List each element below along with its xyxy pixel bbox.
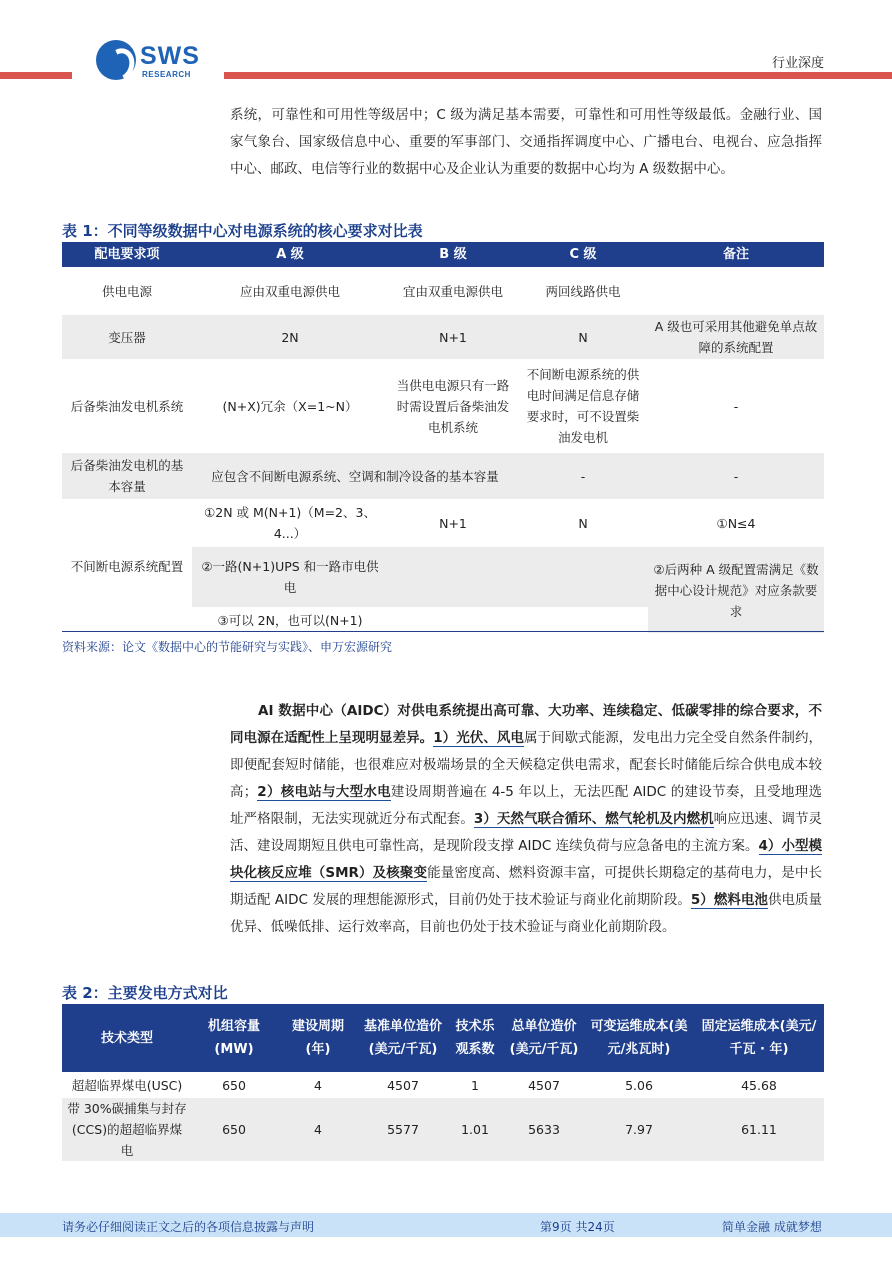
para2-key-2: 2）核电站与大型水电	[257, 784, 391, 800]
table-cell: N	[578, 515, 588, 531]
table-cell: N	[578, 329, 588, 345]
table-cell: 650	[222, 1077, 246, 1093]
table-cell: 4	[314, 1077, 322, 1093]
aidc-paragraph	[230, 698, 822, 941]
intro-paragraph: 系统，可靠性和可用性等级居中；C 级为满足基本需要，可靠性和可用性等级最低。金融行业、国家气象台、国家级信息中心、重要的军事部门、交通指挥调度中心、广播电台、电视台、应急指挥中心、邮政、电信等行业的数据中心及企业认为重要的数据中心均为 A 级数据中心。	[230, 107, 822, 177]
table-row	[62, 499, 824, 547]
table-row	[62, 1072, 824, 1098]
para2-text-1: 属于间歇式能源，发电出力完全受自然条件制约，即便配套短时储能，也很难应对极端场景的全天候稳定供电需求，配套长时储能后综合供电成本较高；	[230, 730, 822, 800]
table-cell: 变压器	[108, 329, 146, 345]
table1-source: 资料来源：论文《数据中心的节能研究与实践》、申万宏源研究	[62, 640, 393, 654]
table-cell: A 级也可采用其他避免单点故障的系统配置	[654, 319, 818, 355]
logo-mark-icon	[96, 40, 136, 80]
table-cell: N+1	[439, 515, 467, 531]
page-number: 第9页 共24页	[540, 1220, 615, 1234]
table-row	[62, 359, 824, 453]
table-cell: ①2N 或 M(N+1)（M=2、3、4...）	[204, 505, 376, 541]
table-cell	[388, 547, 518, 607]
table-cell: 不间断电源系统配置	[70, 558, 184, 574]
table-cell: -	[733, 468, 739, 484]
table-cell: 当供电电源只有一路时需设置后备柴油发电机系统	[396, 377, 510, 435]
header-rule-left	[0, 72, 72, 79]
footer-slogan: 简单金融 成就梦想	[722, 1220, 822, 1234]
table-cell: (N+X)冗余（X=1~N）	[222, 398, 358, 414]
table-cell: ②后两种 A 级配置需满足《数据中心设计规范》对应条款要求	[648, 547, 824, 633]
table-cell	[648, 267, 824, 315]
table1	[62, 242, 824, 633]
table-cell: 后备柴油发电机的基本容量	[70, 458, 184, 494]
table-cell: 供电电源	[101, 283, 152, 299]
t1-header-cell: A 级	[192, 242, 388, 267]
table-cell	[518, 607, 648, 633]
table-cell: 4507	[528, 1077, 560, 1093]
t2-header-cell: 机组容量(MW)	[192, 1004, 276, 1072]
table-cell: 带 30%碳捕集与封存(CCS)的超超临界煤电	[67, 1101, 187, 1158]
table-cell: 不间断电源系统的供电时间满足信息存储要求时，可不设置柴油发电机	[526, 367, 640, 445]
table2-header-row	[62, 1004, 824, 1072]
table-cell: -	[733, 398, 739, 414]
table-cell: 应由双重电源供电	[239, 283, 340, 299]
table-row	[62, 267, 824, 315]
para2-text-3: 响应迅速、调节灵活、建设周期短且供电可靠性高，是现阶段支撑 AIDC 连续负荷与应急备电的主流方案。	[230, 811, 823, 854]
table-cell: 7.97	[625, 1122, 653, 1137]
t2-header-cell: 基准单位造价(美元/千瓦)	[360, 1004, 446, 1072]
table-row	[62, 453, 824, 499]
table-cell: 61.11	[741, 1122, 777, 1137]
table-cell	[388, 607, 518, 633]
table-row	[62, 315, 824, 359]
para2-key-4: 4）小型模块化核反应堆（SMR）及核聚变	[230, 838, 822, 881]
table-cell	[518, 547, 648, 607]
para2-key-5: 5）燃料电池	[690, 892, 768, 908]
para2-key-1: 1）光伏、风电	[433, 730, 524, 746]
table-cell: 2N	[281, 329, 299, 345]
table-cell: N+1	[439, 329, 467, 345]
table1-title: 表 1：不同等级数据中心对电源系统的核心要求对比表	[62, 222, 423, 240]
table-cell: 两回线路供电	[545, 283, 621, 299]
logo-subtext: RESEARCH	[142, 70, 191, 79]
table-cell: 后备柴油发电机系统	[70, 398, 184, 414]
footer-disclaimer: 请务必仔细阅读正文之后的各项信息披露与声明	[62, 1220, 315, 1234]
t1-header-cell: 配电要求项	[62, 242, 192, 267]
table-cell: 5.06	[625, 1077, 653, 1093]
table-cell: 650	[222, 1122, 246, 1137]
table-cell: 应包含不间断电源系统、空调和制冷设备的基本容量	[211, 468, 499, 484]
t2-header-cell: 建设周期(年)	[276, 1004, 360, 1072]
table-cell: 5577	[387, 1122, 419, 1137]
table2-title: 表 2：主要发电方式对比	[62, 984, 228, 1002]
table-row	[62, 1098, 824, 1161]
t1-header-cell: 备注	[648, 242, 824, 267]
table1-bottom-rule	[62, 631, 824, 632]
t1-header-cell: C 级	[518, 242, 648, 267]
table-cell: 4	[314, 1122, 322, 1137]
t2-header-cell: 总单位造价(美元/千瓦)	[504, 1004, 584, 1072]
logo-text: SWS	[140, 42, 200, 70]
table-cell: 4507	[387, 1077, 419, 1093]
table-cell: 1.01	[461, 1122, 489, 1137]
table-cell: 45.68	[741, 1077, 777, 1093]
table-cell: ②一路(N+1)UPS 和一路市电供电	[192, 547, 388, 607]
t1-header-cell: B 级	[388, 242, 518, 267]
table-cell: 超超临界煤电(USC)	[71, 1077, 183, 1093]
para2-text-4: 能量密度高、燃料资源丰富，可提供长期稳定的基荷电力，是中长期适配 AIDC 发展的理想能源形式，目前仍处于技术验证与商业化前期阶段。	[230, 865, 822, 908]
t2-header-cell: 技术乐观系数	[446, 1004, 504, 1072]
para2-text-5: 供电质量优异、低噪低排、运行效率高，目前也仍处于技术验证与商业化前期阶段。	[230, 892, 823, 935]
table-cell: 宜由双重电源供电	[402, 283, 503, 299]
header-rule-right	[224, 72, 892, 79]
table2	[62, 1004, 824, 1161]
sws-logo	[96, 40, 216, 84]
para2-key-3: 3）天然气联合循环、燃气轮机及内燃机	[473, 811, 714, 827]
para2-text-2: 建设周期普遍在 4-5 年以上，无法匹配 AIDC 的建设节奏，且受地理选址严格限制，无法实现就近分布式配套。	[230, 784, 822, 827]
table-cell: -	[580, 468, 586, 484]
table-cell: ①N≤4	[716, 515, 756, 531]
table-cell: ③可以 2N，也可以(N+1)	[217, 612, 363, 628]
t2-header-cell: 可变运维成本(美元/兆瓦时)	[584, 1004, 694, 1072]
table-cell: 1	[471, 1077, 479, 1093]
table-cell: 5633	[528, 1122, 560, 1137]
para2-lead: AI 数据中心（AIDC）对供电系统提出高可靠、大功率、连续稳定、低碳零排的综合要求，不同电源在适配性上呈现明显差异。	[230, 703, 822, 746]
table1-header-row	[62, 242, 824, 267]
report-type-tag: 行业深度	[771, 56, 824, 71]
t2-header-cell: 固定运维成本(美元/千瓦 · 年)	[694, 1004, 824, 1072]
t2-header-cell: 技术类型	[62, 1004, 192, 1072]
